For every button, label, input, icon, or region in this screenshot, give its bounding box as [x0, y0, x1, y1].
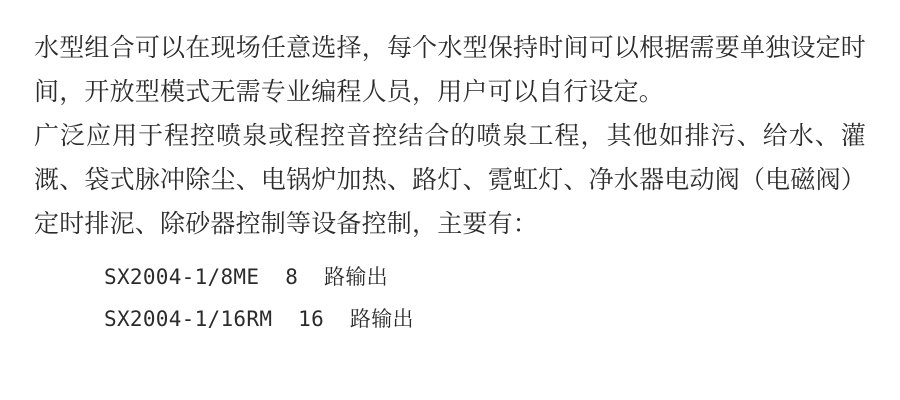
paragraph-2: 广泛应用于程控喷泉或程控音控结合的喷泉工程，其他如排污、给水、灌溉、袋式脉冲除尘、电锅炉加热、路灯、霓虹灯、净水器电动阀（电磁阀）定时排泥、除砂器控制等设备控制，主要有： [34, 122, 866, 238]
model-list-item: SX2004-1/16RM 16 路输出 [104, 307, 414, 331]
paragraph-1: 水型组合可以在现场任意选择，每个水型保持时间可以根据需要单独设定时间，开放型模式无需专业编程人员，用户可以自行设定。 [34, 34, 866, 106]
model-list [34, 256, 866, 340]
document-body [34, 26, 866, 246]
model-list-item: SX2004-1/8ME 8 路输出 [104, 265, 388, 289]
